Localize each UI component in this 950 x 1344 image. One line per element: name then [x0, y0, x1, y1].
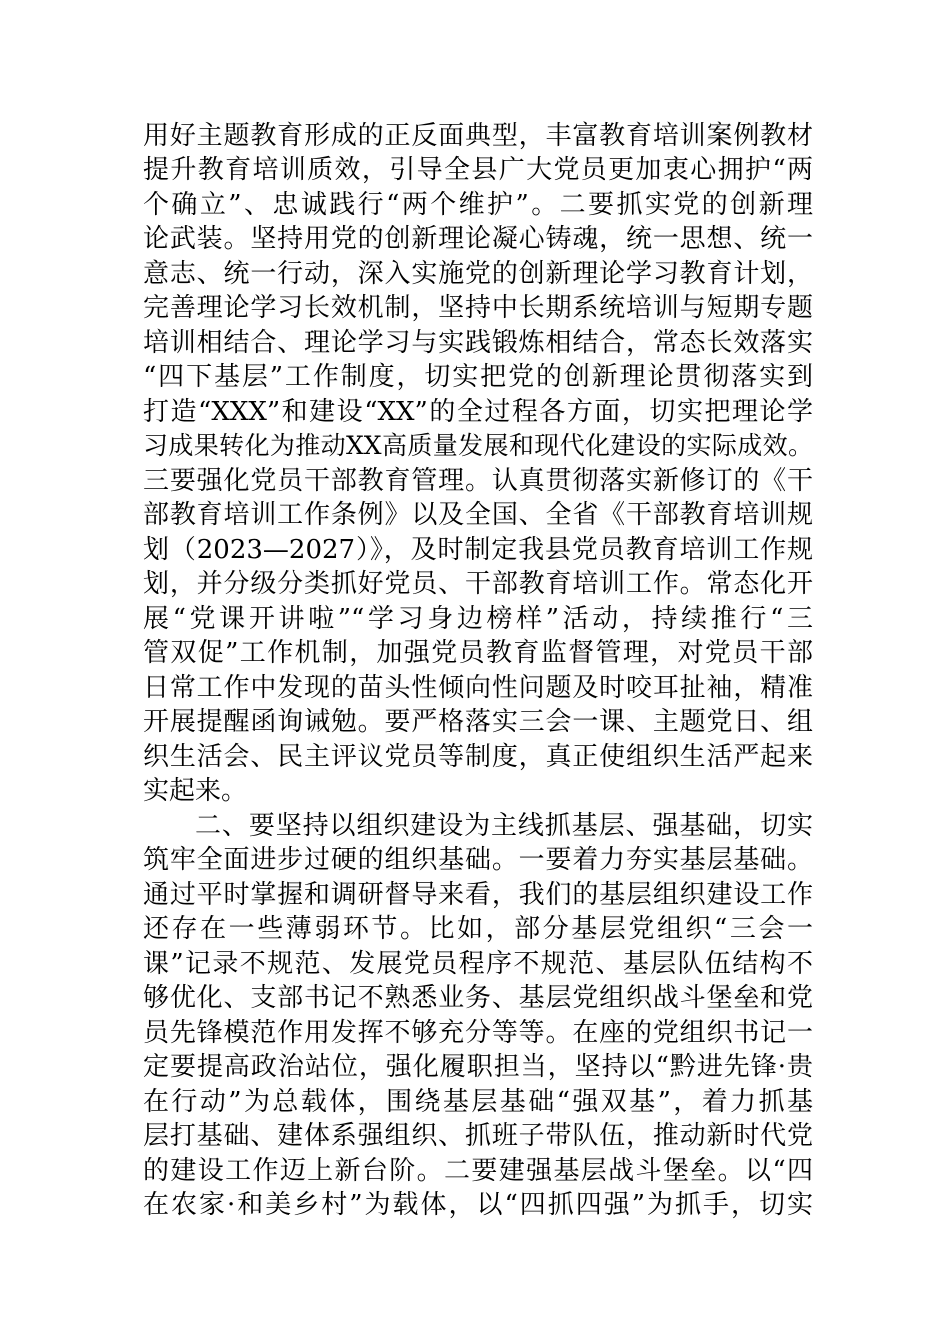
text-line: 论武装。坚持用党的创新理论凝心铸魂，统一思想、统一	[143, 224, 813, 254]
text-line: 习成果转化为推动XX高质量发展和现代化建设的实际成效。	[143, 431, 813, 460]
text-line: 日常工作中发现的苗头性倾向性问题及时咬耳扯袖，精准	[143, 673, 813, 703]
text-line: 的建设工作迈上新台阶。二要建强基层战斗堡垒。以“四	[143, 1156, 813, 1186]
text-line: 通过平时掌握和调研督导来看，我们的基层组织建设工作	[143, 880, 813, 910]
text-line: 完善理论学习长效机制，坚持中长期系统培训与短期专题	[143, 293, 813, 323]
text-line: 管双促”工作机制，加强党员教育监督管理，对党员干部	[143, 638, 813, 668]
text-line: 二、要坚持以组织建设为主线抓基层、强基础，切实	[195, 811, 813, 841]
text-line: 员先锋模范作用发挥不够充分等等。在座的党组织书记一	[143, 1018, 813, 1048]
text-line: 打造“XXX”和建设“XX”的全过程各方面，切实把理论学	[143, 397, 813, 427]
text-line: 在农家·和美乡村”为载体，以“四抓四强”为抓手，切实	[143, 1190, 813, 1220]
text-line: 在行动”为总载体，围绕基层基础“强双基”，着力抓基	[143, 1087, 813, 1117]
text-line: 层打基础、建体系强组织、抓班子带队伍，推动新时代党	[143, 1121, 813, 1151]
text-line: 划，并分级分类抓好党员、干部教育培训工作。常态化开	[143, 569, 813, 599]
text-line: “四下基层”工作制度，切实把党的创新理论贯彻落实到	[143, 362, 813, 392]
text-line: 定要提高政治站位，强化履职担当，坚持以“黔进先锋·贵	[143, 1052, 813, 1082]
text-line: 够优化、支部书记不熟悉业务、基层党组织战斗堡垒和党	[143, 983, 813, 1013]
text-line: 课”记录不规范、发展党员程序不规范、基层队伍结构不	[143, 949, 813, 979]
text-line: 织生活会、民主评议党员等制度，真正使组织生活严起来	[143, 742, 813, 772]
text-line: 意志、统一行动，深入实施党的创新理论学习教育计划，	[143, 259, 813, 289]
text-line: 提升教育培训质效，引导全县广大党员更加衷心拥护“两	[143, 155, 813, 185]
text-line: 三要强化党员干部教育管理。认真贯彻落实新修订的《干	[143, 466, 813, 496]
text-line: 开展提醒函询诫勉。要严格落实三会一课、主题党日、组	[143, 707, 813, 737]
text-line: 实起来。	[143, 776, 248, 806]
text-line: 部教育培训工作条例》以及全国、全省《干部教育培训规	[143, 500, 813, 530]
text-line: 个确立”、忠诚践行“两个维护”。二要抓实党的创新理	[143, 190, 813, 220]
text-line: 培训相结合、理论学习与实践锻炼相结合，常态长效落实	[143, 328, 813, 358]
text-line: 用好主题教育形成的正反面典型，丰富教育培训案例教材	[143, 121, 813, 151]
text-line: 还存在一些薄弱环节。比如，部分基层党组织“三会一	[143, 914, 813, 944]
text-line: 筑牢全面进步过硬的组织基础。一要着力夯实基层基础。	[143, 845, 813, 875]
text-line: 划（2023—2027）》，及时制定我县党员教育培训工作规	[143, 535, 813, 565]
text-line: 展“党课开讲啦”“学习身边榜样”活动，持续推行“三	[143, 604, 813, 634]
